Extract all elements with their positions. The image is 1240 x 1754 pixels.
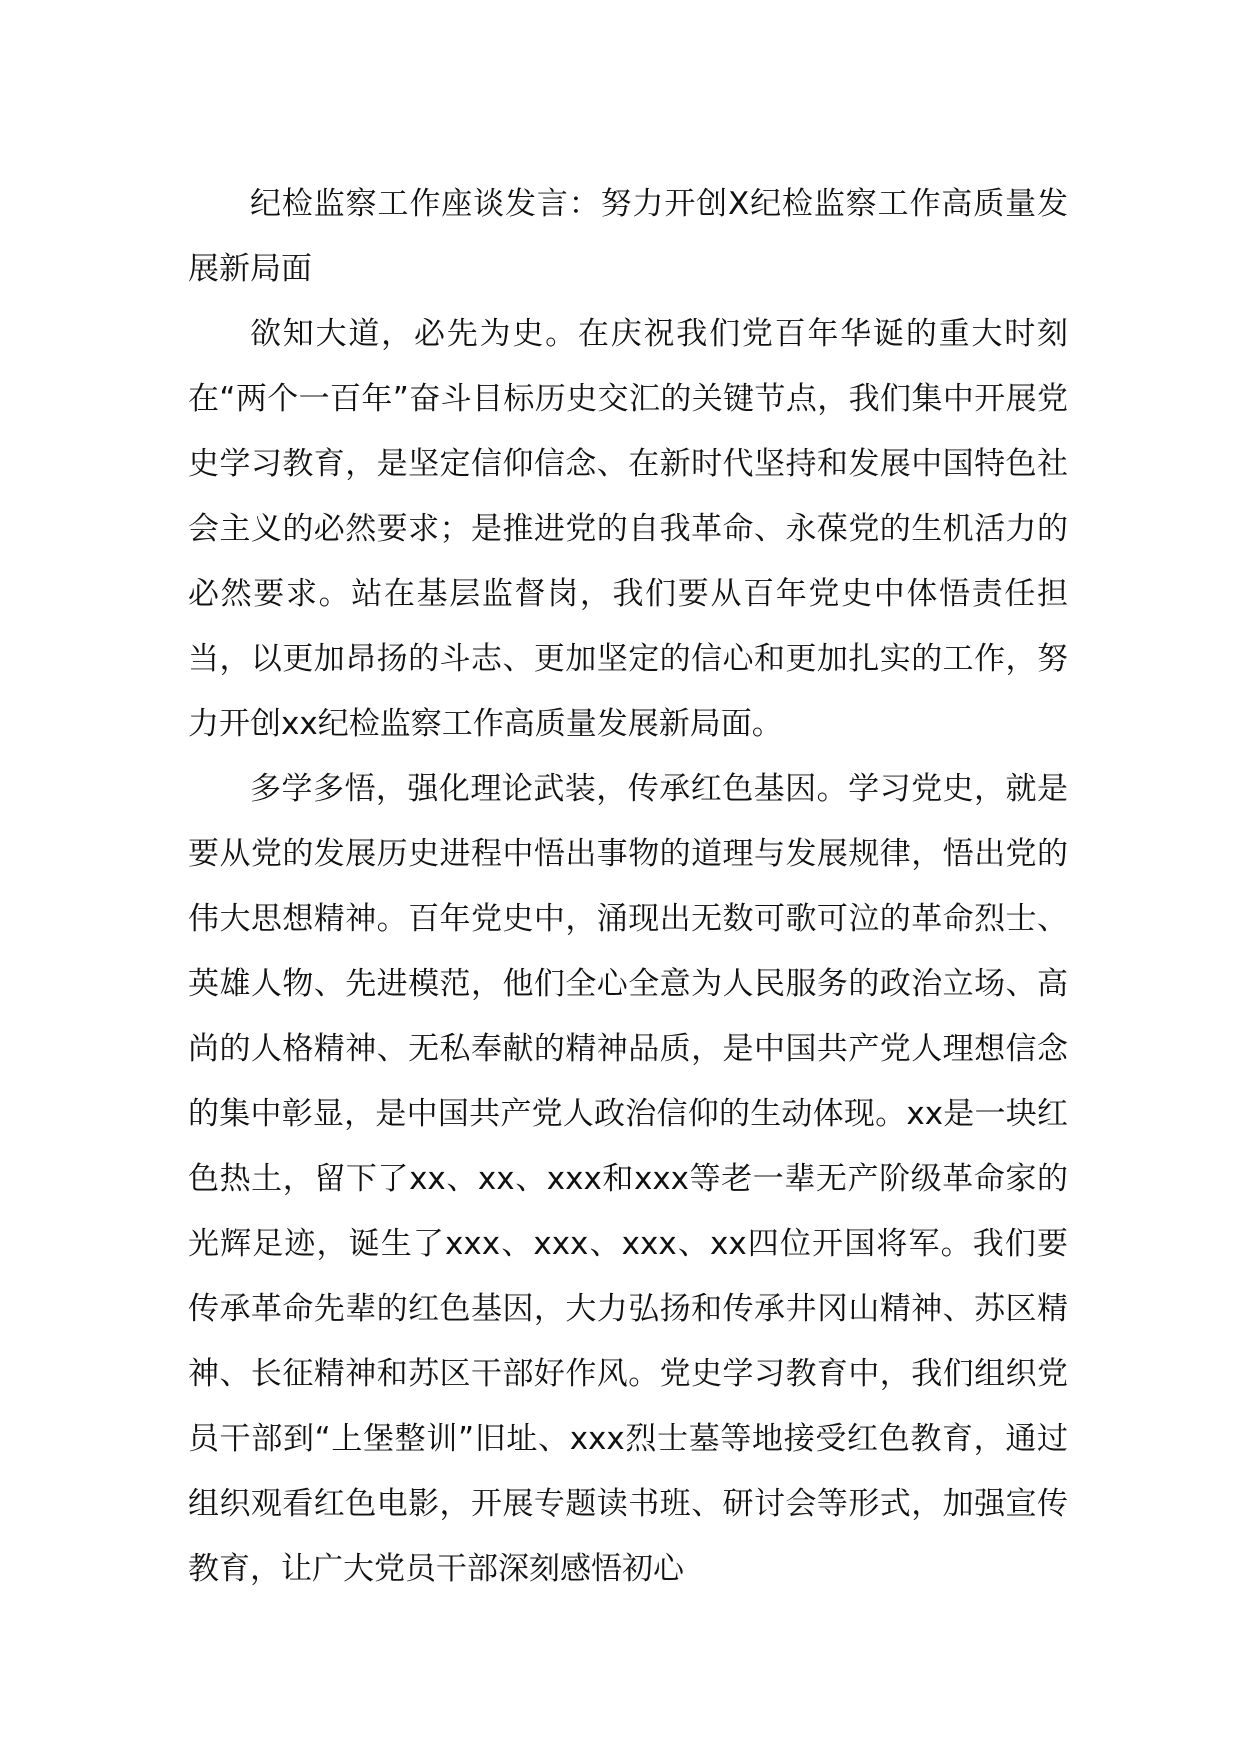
document-body (188, 172, 1068, 1602)
paragraph-2: 多学多悟，强化理论武装，传承红色基因。学习党史，就是要从党的发展历史进程中悟出事物的道理与发展规律，悟出党的伟大思想精神。百年党史中，涌现出无数可歌可泣的革命烈士、英雄人物、先进模范，他们全心全意为人民服务的政治立场、高尚的人格精神、无私奉献的精神品质，是中国共产党人理想信念的集中彰显，是中国共产党人政治信仰的生动体现。xx是一块红色热土，留下了xx、xx、xxx和xxx等老一辈无产阶级革命家的光辉足迹，诞生了xxx、xxx、xxx、xx四位开国将军。我们要传承革命先辈的红色基因，大力弘扬和传承井冈山精神、苏区精神、长征精神和苏区干部好作风。党史学习教育中，我们组织党员干部到“上堡整训”旧址、xxx烈士墓等地接受红色教育，通过组织观看红色电影，开展专题读书班、研讨会等形式，加强宣传教育，让广大党员干部深刻感悟初心 (188, 771, 1068, 1587)
paragraph-1: 欲知大道，必先为史。在庆祝我们党百年华诞的重大时刻在“两个一百年”奋斗目标历史交汇的关键节点，我们集中开展党史学习教育，是坚定信仰信念、在新时代坚持和发展中国特色社会主义的必然要求；是推进党的自我革命、永葆党的生机活力的必然要求。站在基层监督岗，我们要从百年党史中体悟责任担当，以更加昂扬的斗志、更加坚定的信心和更加扎实的工作，努力开创xx纪检监察工作高质量发展新局面。 (188, 316, 1068, 742)
document-title: 纪检监察工作座谈发言：努力开创X纪检监察工作高质量发展新局面 (188, 186, 1068, 287)
